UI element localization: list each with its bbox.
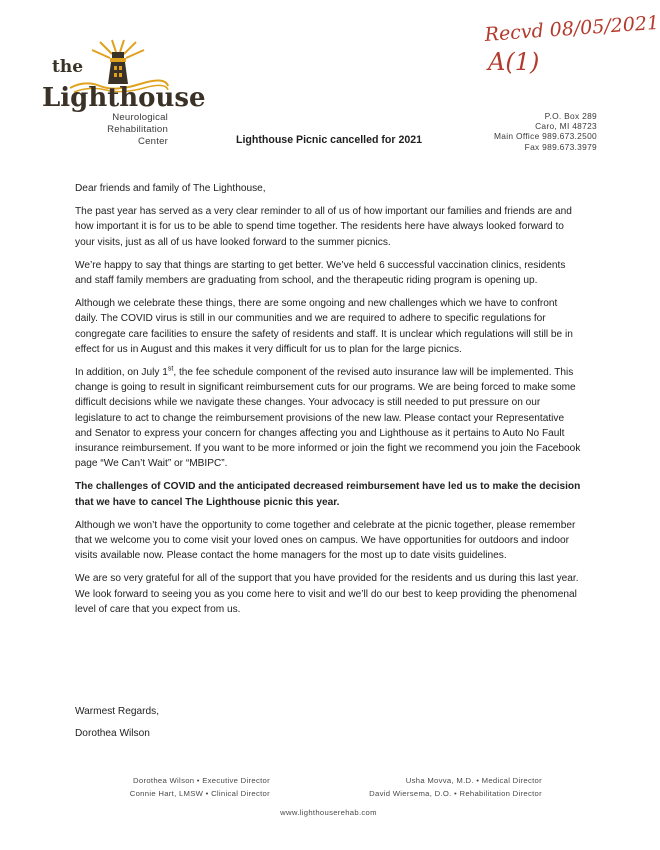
paragraph-lead: In addition, on July 1 — [75, 367, 168, 379]
paragraph: We are so very grateful for all of the support that you have provided for the residents and us during this last year. We look forward to seeing you as you come here to visit and we’ll do our best to keep providing the phenomenal level of care that you expect from us. — [75, 573, 579, 615]
closing-block — [75, 706, 159, 750]
handwritten-annotation — [484, 11, 660, 76]
paragraph: The past year has served as a very clear reminder to all of us of how important our families and friends are and how important it is for us to be able to spend time together. The residents here have always looked forward to your visits, just as all of us have looked forward to the summer picnics. — [75, 206, 572, 248]
staff-line: Usha Movva, M.D. • Medical Director — [405, 776, 542, 785]
regards: Warmest Regards, — [75, 706, 160, 717]
lighthouse-logo — [40, 40, 206, 113]
subtitle-line: Center — [138, 136, 168, 147]
address-line: Fax 989.673.3979 — [524, 141, 597, 152]
footer-right — [352, 774, 542, 800]
staff-line: David Wiersema, D.O. • Rehabilitation Director — [369, 789, 542, 798]
lighthouse-tower-icon — [40, 40, 206, 113]
received-date-note: Recvd 08/05/2021 — [484, 11, 660, 46]
address-block — [440, 111, 597, 152]
website: www.lighthouserehab.com — [280, 808, 377, 817]
attachment-note: A(1) — [488, 48, 540, 76]
subtitle-line: Rehabilitation — [107, 124, 168, 135]
logo-main-text: Lighthouse — [42, 83, 206, 113]
signer-name: Dorothea Wilson — [75, 728, 150, 739]
footer-left — [90, 774, 270, 800]
staff-line: Dorothea Wilson • Executive Director — [133, 776, 270, 785]
letter-title: Lighthouse Picnic cancelled for 2021 — [236, 134, 423, 146]
address-line: Caro, MI 48723 — [535, 121, 597, 132]
ordinal-suffix: st — [167, 365, 174, 373]
salutation: Dear friends and family of The Lighthouse, — [75, 183, 266, 194]
paragraph: Although we celebrate these things, there are some ongoing and new challenges which we have to confront daily. The COVID virus is still in our communities and we are required to adhere to specific regulations for congregate care facilities to ensure the safety of residents and staff. It is unclear which regulations will still be in effect for us in August and this makes it very difficult for us to plan for the large picnics. — [75, 298, 573, 355]
paragraph: Although we won’t have the opportunity to come together and celebrate at the picnic together, please remember that we welcome you to come visit your loved ones on campus. We have opportunities for outdoors and indoor visits available now. Please contact the home managers for the most up to date visits guidelines. — [75, 519, 576, 562]
logo-small-text: the — [52, 57, 84, 77]
center-subtitle — [64, 112, 168, 148]
address-line: Main Office 989.673.2500 — [494, 131, 597, 142]
paragraph-rest: , the fee schedule component of the revised auto insurance law will be implemented. This change is going to result in significant reimbursement cuts for our programs. We are being forced to make some difficult decisions while we navigate these changes. Your advocacy is still needed to put pressure on our legislature to act to change the reimbursement provisions of the new law. Please contact your Representative and Senator to express your concern for changes affecting you and Lighthouse as it pertains to Auto No Fault insurance reimbursement. If you want to be more informed or join the fight we recommend you join the Facebook page “We Can’t Wait” or “MBIPC”. — [75, 367, 581, 470]
subtitle-line: Neurological — [112, 112, 168, 123]
staff-line: Connie Hart, LMSW • Clinical Director — [129, 789, 270, 798]
paragraph — [75, 365, 583, 471]
letter-body — [75, 181, 583, 625]
paragraph: We’re happy to say that things are starting to get better. We’ve held 6 successful vaccination clinics, residents and staff family members are graduating from school, and the therapeutic riding program is opening up. — [75, 259, 566, 287]
announcement-paragraph: The challenges of COVID and the anticipated decreased reimbursement have led us to make the decision that we have to cancel The Lighthouse picnic this year. — [75, 481, 581, 508]
address-line: P.O. Box 289 — [544, 111, 597, 121]
